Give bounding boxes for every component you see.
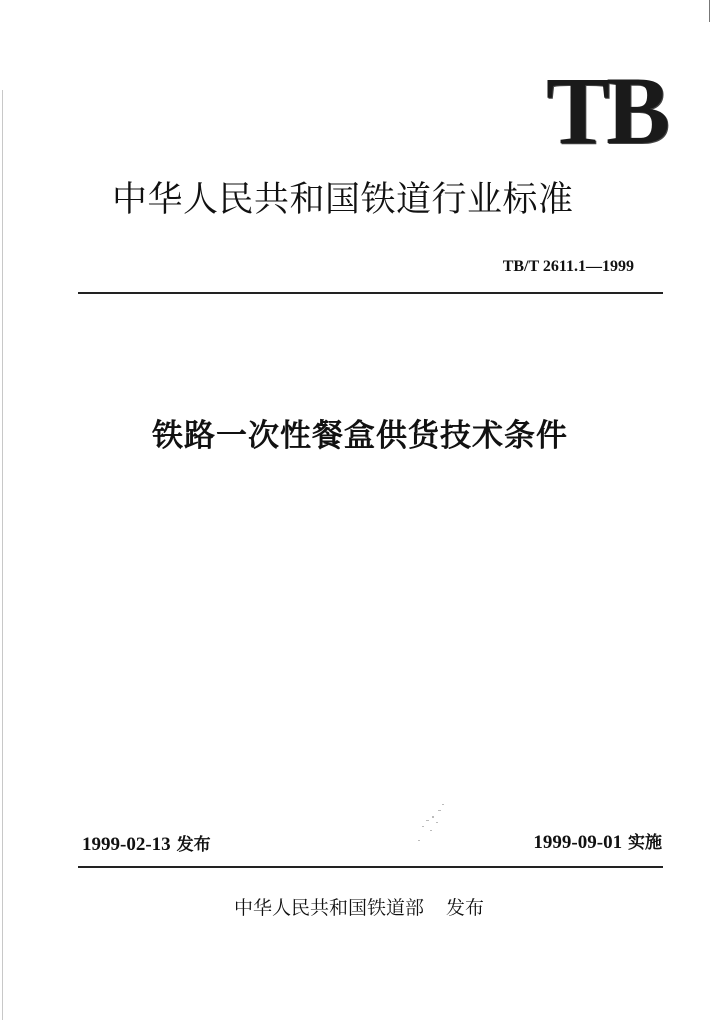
implementation-date [533,828,662,854]
implementation-date-value: 1999-09-01 [533,832,623,853]
tb-logo: TB [545,57,666,164]
bottom-rule-divider [78,866,663,868]
issue-date [82,830,211,856]
document-title: 铁路一次性餐盒供货技术条件 [152,418,568,454]
scan-edge-right [709,0,710,22]
top-rule-divider [78,292,663,294]
standard-number: TB/T 2611.1—1999 [502,258,634,275]
publisher-line [234,893,484,920]
issue-label: 发布 [176,835,211,855]
publisher-name: 中华人民共和国铁道部 [234,897,425,919]
publish-label: 发布 [446,897,485,919]
implementation-label: 实施 [628,833,662,853]
issue-date-value: 1999-02-13 [82,834,171,855]
scan-speckle [412,800,452,850]
scan-edge-left [2,90,3,1020]
org-title: 中华人民共和国铁道行业标准 [112,180,574,220]
